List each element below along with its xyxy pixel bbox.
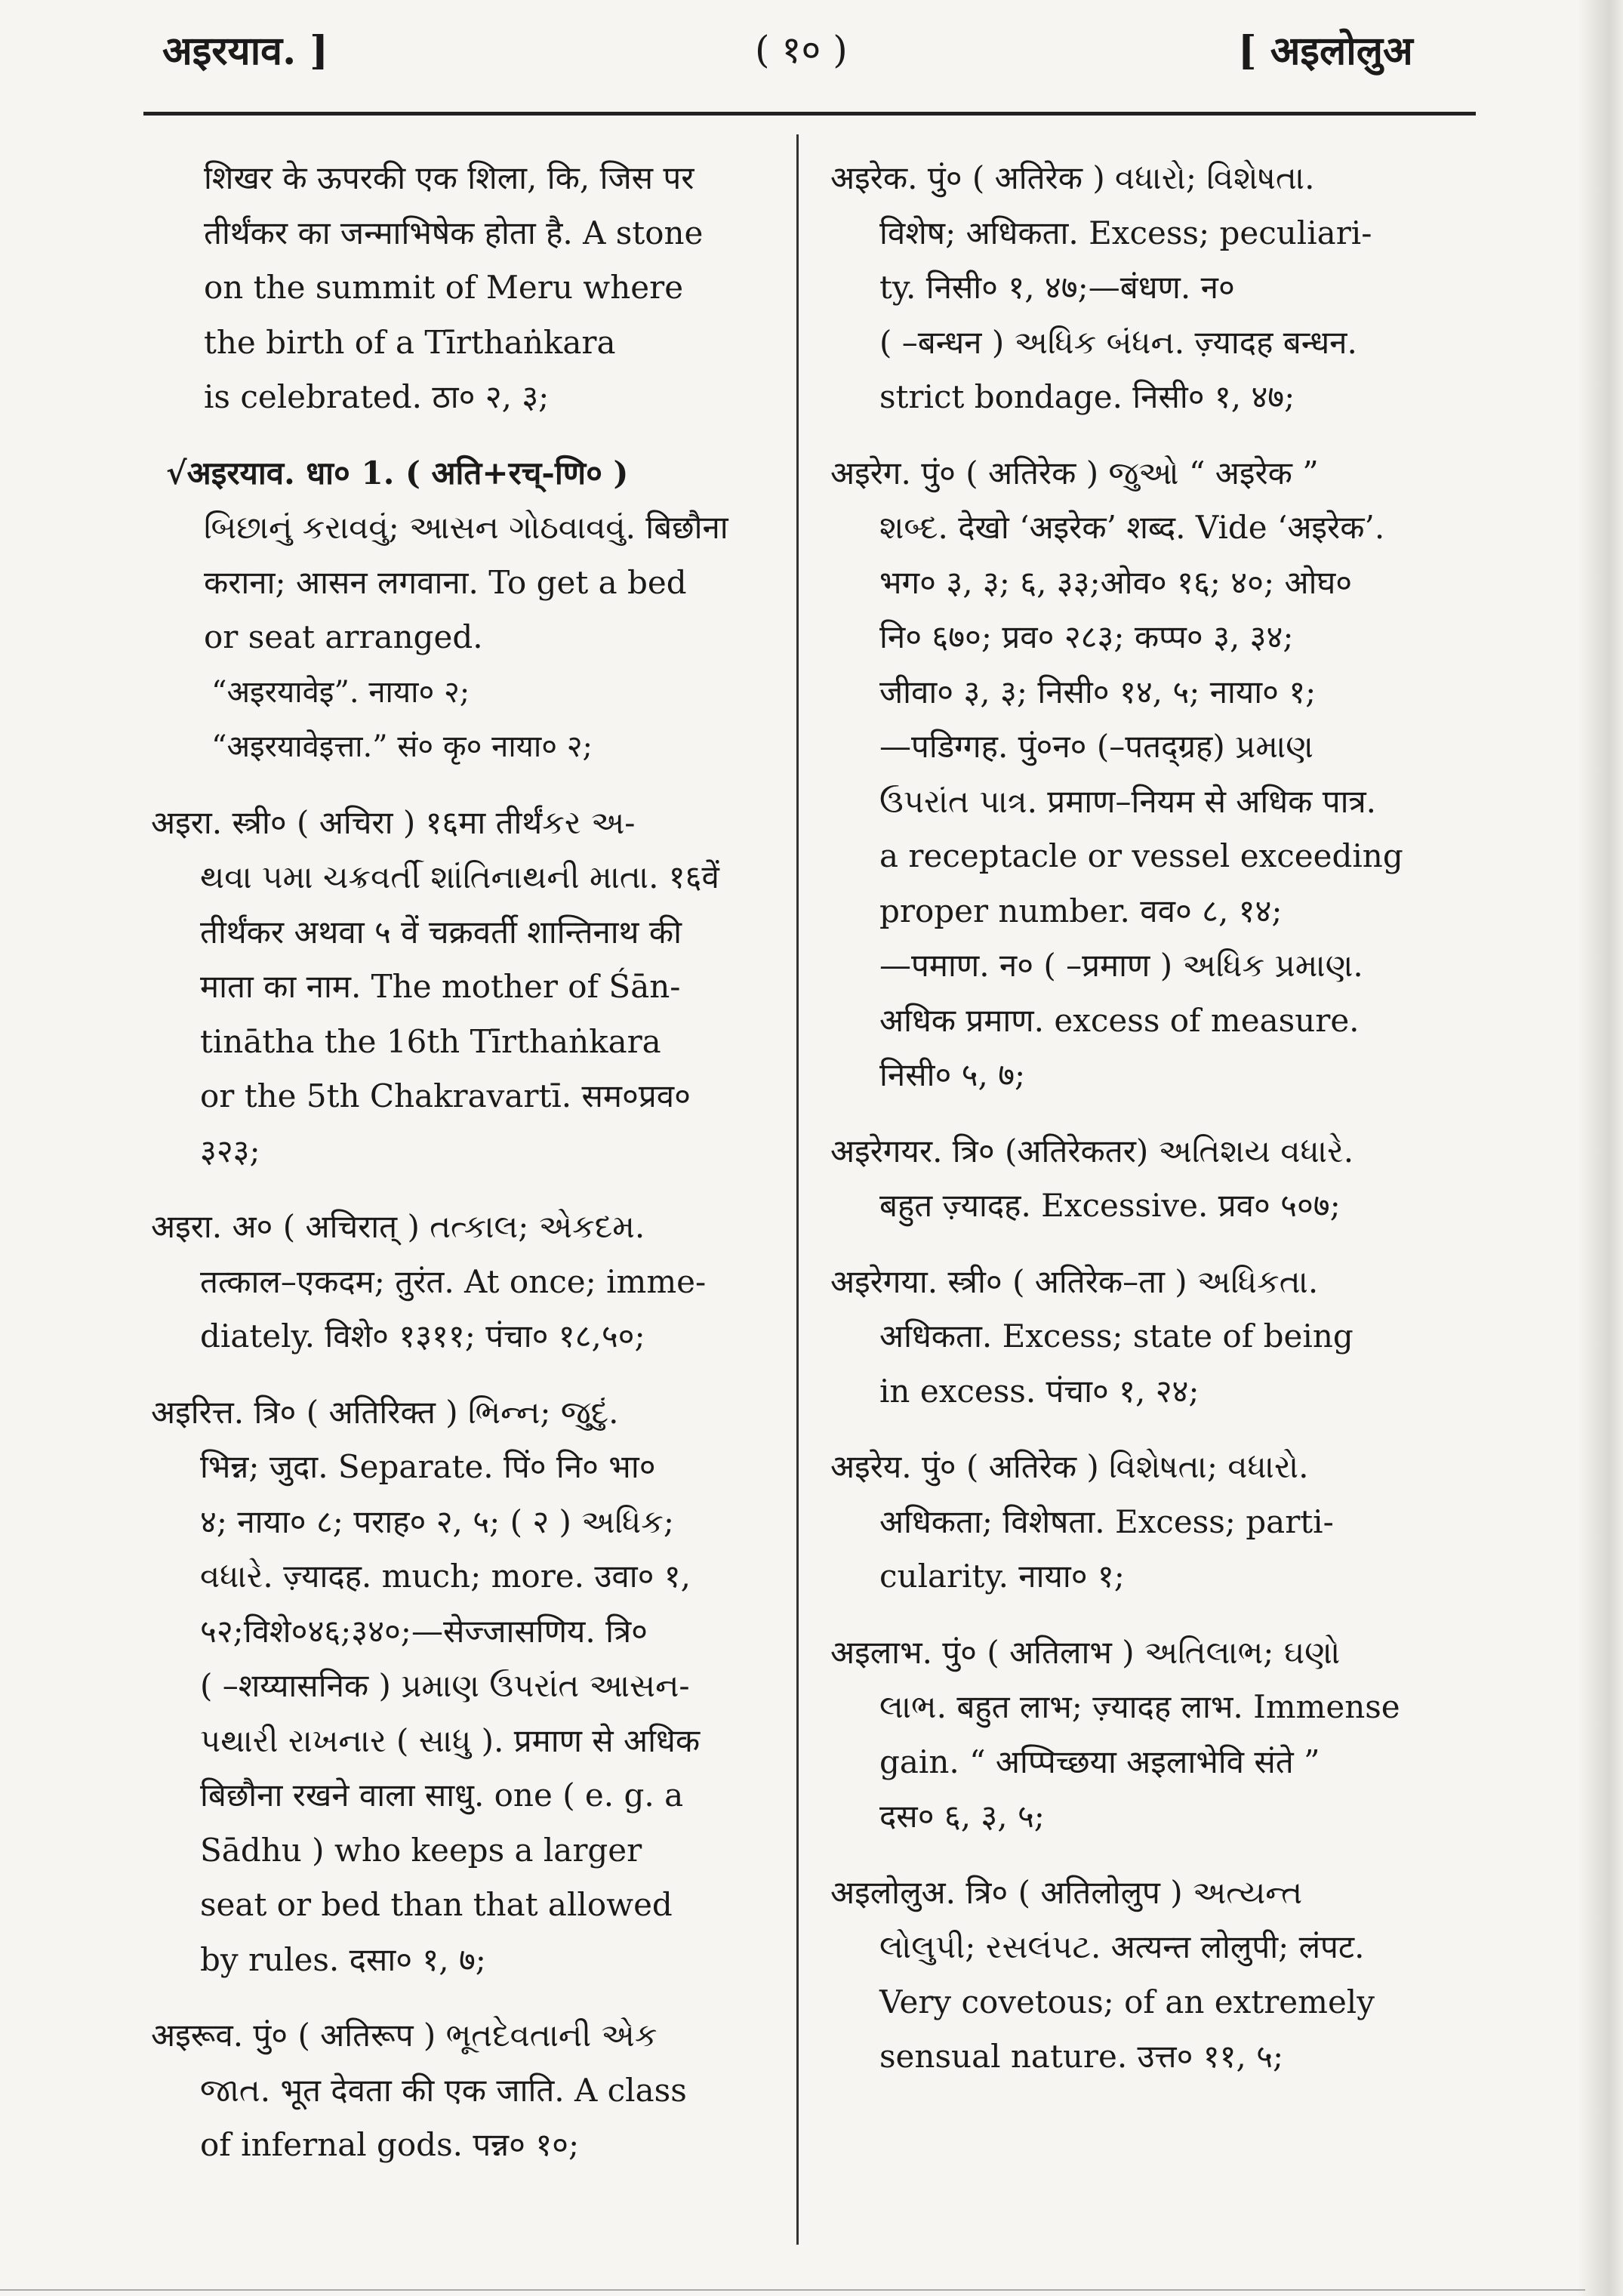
entry-line: ty. निसी० १, ४७;—बंधण. न० <box>879 269 1235 306</box>
entry-line: by rules. दसा० १, ७; <box>200 1940 486 1978</box>
entry-line: ३२३; <box>200 1132 260 1170</box>
header-last-word: [ अइलोलुअ <box>1238 28 1413 74</box>
entry-line: seat or bed than that allowed <box>200 1886 673 1923</box>
entry-headline: अइरा. अ० ( अचिरात् ) તત્કાલ; એકદમ. <box>151 1208 645 1245</box>
entry-line: भग० ३, ३; ६, ३३;ओव० १६; ४०; ओघ० <box>879 563 1353 601</box>
continued-entry <box>151 151 778 425</box>
dictionary-entry-airayav <box>151 446 778 775</box>
sub-form: “अइरयावेइत्ता.” सं० कृ० नाया० २; <box>211 729 593 764</box>
dictionary-entry-airega <box>830 446 1464 1103</box>
entry-line: निसी० ५, ७; <box>879 1056 1026 1093</box>
page-header <box>0 23 1623 91</box>
entry-line: લોલુપી; રસલંપટ. अत्यन्त लोलुपी; लंपट. <box>879 1928 1365 1965</box>
entry-line: બિછાનું કરાવવું; આસન ગોઠવાવવું. बिछौना <box>204 509 728 546</box>
entry-line: बहुत ज़्यादह. Excessive. प्रव० ५०७; <box>879 1187 1341 1224</box>
column-divider <box>796 134 799 2245</box>
entry-line: of infernal gods. पन्न० १०; <box>200 2126 580 2163</box>
entry-line: જાત. भूत देवता की एक जाति. A class <box>200 2071 687 2109</box>
dictionary-entry-airitta <box>151 1385 778 1988</box>
entry-line: or seat arranged. <box>204 618 483 655</box>
sub-form: “अइरयावेइ”. नाया० २; <box>211 674 470 710</box>
dictionary-entry-airegaya <box>830 1255 1464 1419</box>
entry-line: —पडिग्गह. पुं०न० (–पतद्ग्रह) પ્રમાણ <box>879 728 1313 765</box>
entry-line: अधिकता; विशेषता. Excess; parti- <box>879 1502 1334 1540</box>
entry-line: or the 5th Chakravartī. सम०प्रव० <box>200 1077 691 1114</box>
entry-line: the birth of a Tīrthaṅkara <box>204 323 616 361</box>
entry-line: कराना; आसन लगवाना. To get a bed <box>204 563 687 601</box>
dictionary-entry-ailolua <box>830 1866 1464 2085</box>
entry-headline: अइरेगयर. त्रि० (अतिरेकतर) અતિશય વધારે. <box>830 1132 1354 1170</box>
entry-line: भिन्न; जुदा. Separate. पिं० नि० भा० <box>200 1448 656 1485</box>
entry-line: લાભ. बहुत लाभ; ज़्यादह लाभ. Immense <box>879 1688 1400 1725</box>
entry-headline: अइरेग. पुं० ( अतिरेक ) જુઓ “ अइरेक ” <box>830 454 1319 492</box>
right-column <box>830 151 1464 2106</box>
entry-line: ( –शय्यासनिक ) પ્રમાણ ઉપરાંત આસન- <box>200 1667 690 1704</box>
entry-line: પથારી રાખનાર ( સાધુ ). प्रमाण से अधिक <box>200 1721 701 1759</box>
entry-headline: अइरेय. पुं० ( अतिरेक ) વિશેષતા; વધારો. <box>830 1448 1309 1485</box>
entry-line: नि० ६७०; प्रव० २८३; कप्प० ३, ३४; <box>879 618 1294 655</box>
dictionary-entry-aireya <box>830 1440 1464 1604</box>
entry-headline: अइलोलुअ. त्रि० ( अतिलोलुप ) અત્યન્ત <box>830 1873 1303 1911</box>
entry-headline: अइरेक. पुं० ( अतिरेक ) વધારો; વિશેષતા. <box>830 159 1315 196</box>
dictionary-entry-airegayar <box>830 1124 1464 1234</box>
entry-line: diately. विशे० १३११; पंचा० १८,५०; <box>200 1318 645 1354</box>
entry-line: tinātha the 16th Tīrthaṅkara <box>200 1022 661 1060</box>
entry-line: ४; नाया० ८; पराह० २, ५; ( २ ) અધિક; <box>200 1502 675 1540</box>
entry-line: अधिक प्रमाण. excess of measure. <box>879 1001 1360 1039</box>
entry-line: in excess. पंचा० १, २४; <box>879 1372 1200 1410</box>
entry-line: ઉપરાંત પાત્ર. प्रमाण–नियम से अधिक पात्र. <box>879 782 1376 820</box>
entry-line: on the summit of Meru where <box>204 269 684 306</box>
entry-line: बिछौना रखने वाला साधु. one ( e. g. a <box>200 1777 684 1814</box>
entry-line: ५२;विशे०४६;३४०;—सेज्जासणिय. त्रि० <box>200 1612 648 1650</box>
dictionary-entry-aireka <box>830 151 1464 425</box>
page-number: ( १० ) <box>755 28 848 72</box>
page-edge-shadow <box>1578 0 1623 2296</box>
dictionary-entry-airuva <box>151 2008 778 2173</box>
dictionary-entry-aira-avyaya <box>151 1200 778 1364</box>
entry-line: a receptacle or vessel exceeding <box>879 837 1403 874</box>
entry-line: gain. “ अप्पिच्छया अइलाभेवि संते ” <box>879 1743 1320 1780</box>
bottom-edge-line <box>0 2289 1585 2291</box>
entry-line: तीर्थंकर का जन्माभिषेक होता है. A stone <box>204 214 704 251</box>
entry-line: વધારે. ज़्यादह. much; more. उवा० १, <box>200 1558 691 1595</box>
entry-line: जीवा० ३, ३; निसी० १४, ५; नाया० १; <box>879 673 1317 710</box>
entry-headline: अइरेगया. स्त्री० ( अतिरेक–ता ) અધિકતા. <box>830 1262 1319 1300</box>
entry-headline: अइलाभ. पुं० ( अतिलाभ ) અતિલાભ; ઘણો <box>830 1633 1341 1671</box>
header-rule <box>143 112 1476 116</box>
entry-line: થવા ૫મા ચક્રવર્તી શાંતિનાથની માતા. १६वें <box>200 858 719 895</box>
entry-headline: अइरा. स्त्री० ( अचिरा ) १६मा तीर्थंકર અ- <box>151 803 636 841</box>
entry-line: proper number. वव० ८, १४; <box>879 892 1283 929</box>
entry-line: Very covetous; of an extremely <box>879 1983 1375 2020</box>
header-first-word: अइरयाव. ] <box>162 28 328 74</box>
left-column <box>151 151 778 2194</box>
entry-line: sensual nature. उत्त० ११, ५; <box>879 2038 1284 2075</box>
entry-line: दस० ६, ३, ५; <box>879 1798 1045 1835</box>
entry-headline: √अइरयाव. धा० 1. ( अति+रच्-णि० ) <box>166 454 629 492</box>
dictionary-entry-ailabh <box>830 1626 1464 1845</box>
entry-line: विशेष; अधिकता. Excess; peculiari- <box>879 214 1372 251</box>
entry-headline: अइरित्त. त्रि० ( अतिरिक्त ) ભિન્ન; જુદું. <box>151 1393 619 1431</box>
dictionary-entry-aira-stri <box>151 796 778 1179</box>
entry-headline: अइरूव. पुं० ( अतिरूप ) ભૂતદેવતાની એક <box>151 2017 658 2054</box>
entry-line: अधिकता. Excess; state of being <box>879 1318 1354 1354</box>
entry-line: माता का नाम. The mother of Śān- <box>200 968 681 1005</box>
entry-line: ( –बन्धन ) અધિક બંધન. ज़्यादह बन्धन. <box>879 323 1357 361</box>
entry-line: cularity. नाया० १; <box>879 1558 1125 1595</box>
entry-line: Sādhu ) who keeps a larger <box>200 1831 642 1869</box>
entry-line: is celebrated. ठा० २, ३; <box>204 378 550 415</box>
entry-line: तत्काल–एकदम; तुरंत. At once; imme- <box>200 1262 707 1300</box>
entry-line: तीर्थंकर अथवा ५ वें चक्रवर्ती शान्तिनाथ की <box>200 913 682 951</box>
entry-line: —पमाण. न० ( –प्रमाण ) અધિક પ્રમાણ. <box>879 947 1363 984</box>
entry-line: શબ્દ. देखो ‘अइरेक’ शब्द. Vide ‘अइरेक’. <box>879 509 1385 546</box>
entry-line: शिखर के ऊपरकी एक शिला, कि, जिस पर <box>204 159 694 196</box>
entry-line: strict bondage. निसी० १, ४७; <box>879 378 1295 415</box>
